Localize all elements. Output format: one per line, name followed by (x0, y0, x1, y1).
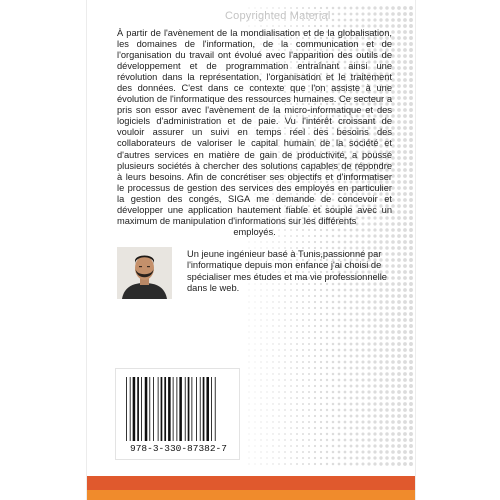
author-photo (117, 247, 172, 299)
stripe-bottom (87, 490, 415, 500)
author-portrait-image (117, 247, 172, 299)
color-stripe (87, 476, 415, 500)
isbn-number: 978-3-330-87382-7 (130, 443, 227, 454)
stripe-top (87, 476, 415, 490)
copyright-watermark: Copyrighted Material (225, 10, 331, 22)
barcode-image (116, 369, 241, 449)
book-back-cover (86, 0, 416, 500)
book-description (117, 28, 392, 238)
author-bio: Un jeune ingénieur basé à Tunis,passionné par l'informatique depuis mon enfance j'ai choisi de spécialiser mes études et ma vie professionnelle dans le web. (187, 249, 387, 293)
description-main: À partir de l'avènement de la mondialisation et de la globalisation, les domaines de l'information, de la communication et de l'organisation du travail ont évolué avec l'apparition des outils de développement et de programmation entraînant ainsi une révolution dans la représentation, l'organisation et le traitement des données. C'est dans ce contexte que l'on assiste à une évolution de l'informatique des ressources humaines. Ce secteur a pris son essor avec l'avènement de la micro-informatique et des logiciels d'administration et de paie. Vu l'intérêt croissant de vouloir assurer un suivi en temps réel des besoins des collaborateurs de valoriser le capital humain de la société et d'autres services en matière de gain de productivité, a poussé plusieurs sociétés à chercher des solutions capables de répondre à leurs besoins. Afin de concrétiser ses objectifs et d'informatiser le processus de gestion des services des employés en particulier la gestion des congés, SIGA me demande de concevoir et développer une application hautement fiable et souple avec un maximum de manipulation d'informations sur les différents (117, 28, 392, 226)
description-tail: employés. (233, 226, 276, 237)
barcode (115, 368, 240, 460)
